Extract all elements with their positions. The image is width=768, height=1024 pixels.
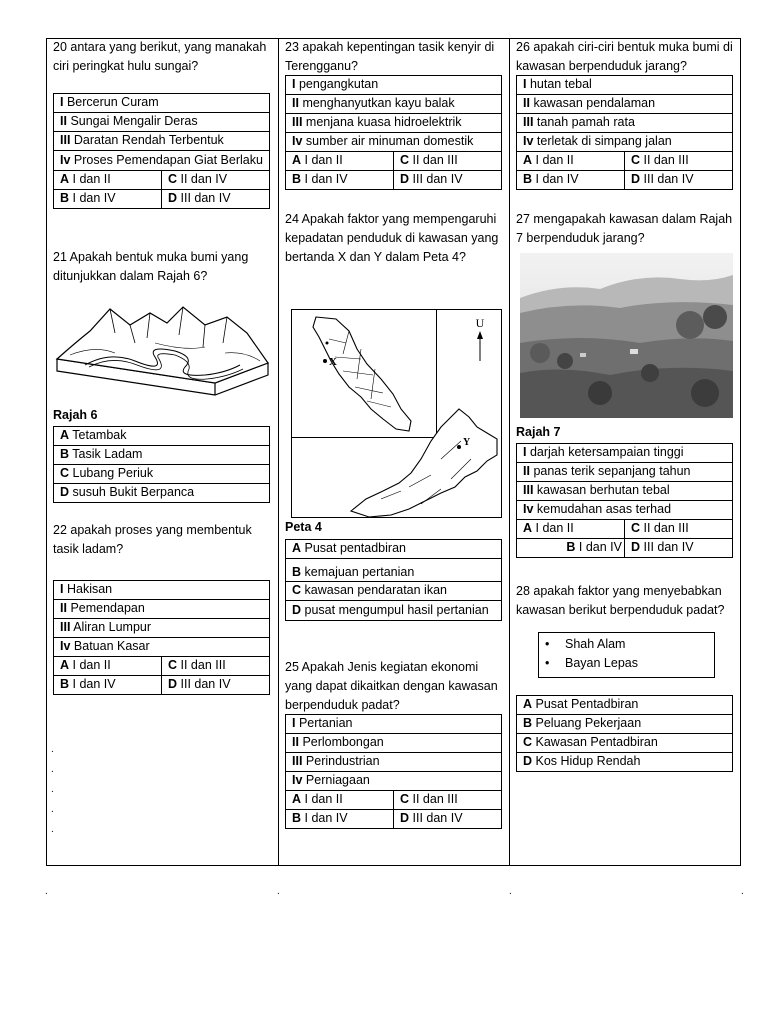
answer-option[interactable]: D III dan IV <box>394 171 502 190</box>
item-row: III Aliran Lumpur <box>54 619 270 638</box>
question-28-text: 28 apakah faktor yang menyebabkan kawasan berikut berpenduduk padat? <box>516 584 725 617</box>
question-22-items <box>53 580 270 695</box>
question-20-items <box>53 93 270 209</box>
stray-mark: . <box>45 886 48 897</box>
answer-option[interactable]: D susuh Bukit Berpanca <box>54 484 270 503</box>
answer-option[interactable]: C II dan III <box>394 791 502 810</box>
answer-option[interactable]: A I dan II <box>54 657 162 676</box>
answer-option[interactable]: A Tetambak <box>54 427 270 446</box>
answer-option[interactable]: D III dan IV <box>625 171 733 190</box>
item-row: III Daratan Rendah Terbentuk <box>54 132 270 151</box>
stray-mark: . <box>509 886 512 897</box>
answer-option[interactable]: D III dan IV <box>394 810 502 829</box>
item-row: Iv terletak di simpang jalan <box>517 133 733 152</box>
rajah-7-photo <box>520 253 733 418</box>
place-item: • Bayan Lepas <box>565 654 638 673</box>
answer-option[interactable]: B Tasik Ladam <box>54 446 270 465</box>
question-26-items <box>516 75 733 190</box>
answer-option[interactable]: B Peluang Pekerjaan <box>517 715 733 734</box>
bullet-icon: • <box>545 656 550 670</box>
stray-mark: . <box>741 886 744 897</box>
answer-option[interactable]: B I dan IV <box>54 676 162 695</box>
column-divider-2 <box>509 38 510 866</box>
question-23-text: 23 apakah kepentingan tasik kenyir di Terengganu? <box>285 40 495 73</box>
question-21-options <box>53 426 270 503</box>
answer-option[interactable]: B I dan IV <box>517 171 625 190</box>
question-23-items <box>285 75 502 190</box>
north-label: U <box>475 316 485 330</box>
peta-4-caption: Peta 4 <box>285 520 322 534</box>
rajah-6-caption: Rajah 6 <box>53 408 98 422</box>
answer-option[interactable]: C II dan III <box>162 657 270 676</box>
place-item: • Shah Alam <box>565 635 625 654</box>
question-24-text: 24 Apakah faktor yang mempengaruhi kepadatan penduduk di kawasan yang bertanda X dan Y dalam Peta 4? <box>285 212 499 264</box>
answer-option[interactable]: B I dan IV <box>54 190 162 209</box>
answer-option[interactable]: A I dan II <box>54 171 162 190</box>
places-box <box>538 632 715 678</box>
item-row: II menghanyutkan kayu balak <box>286 95 502 114</box>
item-row: II Sungai Mengalir Deras <box>54 113 270 132</box>
answer-option[interactable]: D III dan IV <box>162 190 270 209</box>
item-row: I hutan tebal <box>517 76 733 95</box>
answer-option[interactable]: C Lubang Periuk <box>54 465 270 484</box>
question-22-text: 22 apakah proses yang membentuk tasik ladam? <box>53 523 252 556</box>
item-row: Iv kemudahan asas terhad <box>517 501 733 520</box>
answer-option[interactable]: D III dan IV <box>625 539 733 558</box>
answer-option[interactable]: B I dan IV <box>517 539 625 558</box>
item-row: Iv Proses Pemendapan Giat Berlaku <box>54 151 270 171</box>
stray-mark: . <box>277 886 280 897</box>
answer-option[interactable]: A I dan II <box>517 152 625 171</box>
item-row: II kawasan pendalaman <box>517 95 733 114</box>
question-24-options <box>285 539 502 621</box>
answer-option[interactable]: C II dan III <box>625 152 733 171</box>
bullet-icon: • <box>545 637 550 651</box>
question-21-text: 21 Apakah bentuk muka bumi yang ditunjukkan dalam Rajah 6? <box>53 250 249 283</box>
question-27-text: 27 mengapakah kawasan dalam Rajah 7 berpenduduk jarang? <box>516 212 733 245</box>
item-row: III Perindustrian <box>286 753 502 772</box>
question-28-options <box>516 695 733 772</box>
map-label-x: X <box>329 356 337 368</box>
item-row: Iv Batuan Kasar <box>54 638 270 657</box>
answer-option[interactable]: A I dan II <box>286 152 394 171</box>
item-row: I Bercerun Curam <box>54 94 270 113</box>
question-25-items <box>285 714 502 829</box>
stray-mark: . <box>51 744 54 755</box>
column-divider-1 <box>278 38 279 866</box>
item-row: II panas terik sepanjang tahun <box>517 463 733 482</box>
rajah-7-caption: Rajah 7 <box>516 425 561 439</box>
rajah-6-landform-figure <box>55 303 270 408</box>
answer-option[interactable]: A Pusat Pentadbiran <box>517 696 733 715</box>
answer-option[interactable]: C II dan III <box>625 520 733 539</box>
answer-option[interactable]: D pusat mengumpul hasil pertanian <box>286 601 502 621</box>
question-20-text: 20 antara yang berikut, yang manakah ciri peringkat hulu sungai? <box>53 40 267 73</box>
map-label-y: Y <box>463 437 471 448</box>
answer-option[interactable]: C II dan IV <box>162 171 270 190</box>
item-row: Iv Perniagaan <box>286 772 502 791</box>
answer-option[interactable]: D Kos Hidup Rendah <box>517 753 733 772</box>
item-row: I pengangkutan <box>286 76 502 95</box>
answer-option[interactable]: A Pusat pentadbiran <box>286 540 502 559</box>
stray-mark: . <box>51 824 54 835</box>
item-row: I darjah ketersampaian tinggi <box>517 444 733 463</box>
item-row: III kawasan berhutan tebal <box>517 482 733 501</box>
answer-option[interactable]: A I dan II <box>517 520 625 539</box>
item-row: Iv sumber air minuman domestik <box>286 133 502 152</box>
answer-option[interactable]: D III dan IV <box>162 676 270 695</box>
stray-mark: . <box>51 764 54 775</box>
answer-option[interactable]: B I dan IV <box>286 810 394 829</box>
stray-mark: . <box>51 804 54 815</box>
item-row: II Perlombongan <box>286 734 502 753</box>
answer-option[interactable]: C kawasan pendaratan ikan <box>286 582 502 601</box>
stray-mark: . <box>51 784 54 795</box>
answer-option[interactable]: C II dan III <box>394 152 502 171</box>
item-row: III tanah pamah rata <box>517 114 733 133</box>
item-row: II Pemendapan <box>54 600 270 619</box>
item-row: I Pertanian <box>286 715 502 734</box>
question-26-text: 26 apakah ciri-ciri bentuk muka bumi di kawasan berpenduduk jarang? <box>516 40 733 73</box>
question-25-text: 25 Apakah Jenis kegiatan ekonomi yang dapat dikaitkan dengan kawasan berpenduduk padat? <box>285 660 498 712</box>
question-27-items <box>516 443 733 558</box>
item-row: III menjana kuasa hidroelektrik <box>286 114 502 133</box>
answer-option[interactable]: A I dan II <box>286 791 394 810</box>
item-row: I Hakisan <box>54 581 270 600</box>
peta-4-map <box>291 309 502 518</box>
answer-option[interactable]: C Kawasan Pentadbiran <box>517 734 733 753</box>
answer-option[interactable]: B I dan IV <box>286 171 394 190</box>
answer-option[interactable]: B kemajuan pertanian <box>286 559 502 582</box>
